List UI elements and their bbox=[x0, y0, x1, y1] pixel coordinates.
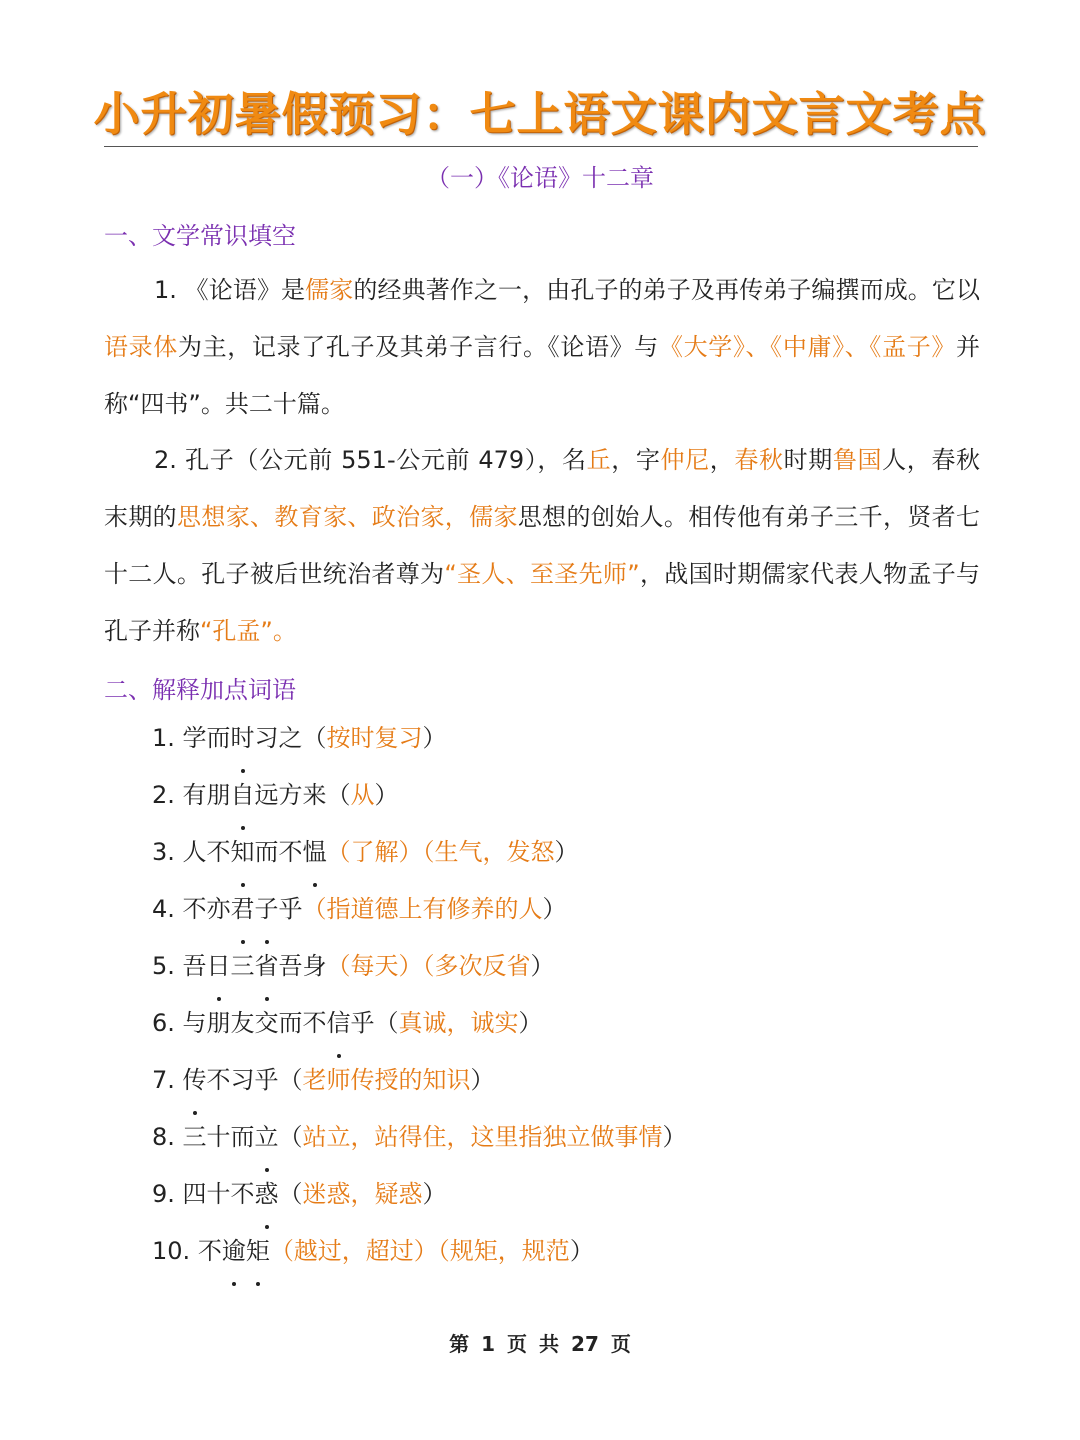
dotted-char: 愠 bbox=[303, 824, 327, 881]
paragraph-1: 1. 《论语》是儒家的经典著作之一，由孔子的弟子及再传弟子编撰而成。它以语录体为主，记录了孔子及其弟子言行。《论语》与《大学》、《中庸》、《孟子》并称“四书”。共二十篇。 bbox=[104, 276, 981, 418]
answer-text: 春秋 bbox=[734, 446, 784, 474]
section-heading-literature: 一、文学常识填空 bbox=[104, 222, 296, 250]
answer-text: （了解）（生气，发怒 bbox=[326, 838, 555, 866]
section-heading-vocabulary: 二、解释加点词语 bbox=[104, 676, 296, 704]
answer-text: 老师传授的知识 bbox=[302, 1066, 471, 1094]
answer-text: 思想家、教育家、政治家，儒家 bbox=[177, 503, 518, 531]
answer-text: （指道德上有修养的人 bbox=[302, 895, 543, 923]
list-item: 2. 有朋自远方来（从） bbox=[152, 767, 972, 824]
list-item: 10. 不逾矩（越过，超过）（规矩，规范） bbox=[152, 1223, 972, 1280]
answer-text: 迷惑，疑惑 bbox=[302, 1180, 423, 1208]
page-title: 小升初暑假预习：七上语文课内文言文考点 bbox=[93, 87, 987, 141]
list-item: 6. 与朋友交而不信乎（真诚，诚实） bbox=[152, 995, 972, 1052]
answer-text: （每天）（多次反省 bbox=[326, 952, 531, 980]
paragraph-2: 2. 孔子（公元前 551-公元前 479），名丘，字仲尼，春秋时期鲁国人，春秋末期的思想家、教育家、政治家，儒家思想的创始人。相传他有弟子三千，贤者七十二人。孔子被后世统治者尊为“圣人、至圣先师”，战国时期儒家代表人物孟子与孔子并称“孔孟”。 bbox=[104, 446, 981, 645]
answer-text: （越过，超过）（规矩，规范 bbox=[269, 1237, 570, 1265]
answer-text: “孔孟”。 bbox=[200, 617, 297, 645]
answer-text: 仲尼 bbox=[660, 446, 710, 474]
dotted-char: 自 bbox=[231, 767, 255, 824]
dotted-char: 日 bbox=[207, 938, 231, 995]
dotted-char: 逾 bbox=[222, 1223, 246, 1280]
dotted-char: 君 bbox=[231, 881, 255, 938]
answer-text: 真诚，诚实 bbox=[398, 1009, 519, 1037]
answer-text: 《大学》、《中庸》、《孟子》 bbox=[658, 333, 957, 361]
page-footer: 第 1 页 共 27 页 bbox=[449, 1332, 631, 1356]
answer-text: 儒家 bbox=[305, 276, 354, 304]
title-divider bbox=[104, 146, 978, 147]
answer-text: 丘 bbox=[586, 446, 612, 474]
answer-text: 站立，站得住，这里指独立做事情 bbox=[302, 1123, 663, 1151]
answer-text: 鲁国 bbox=[832, 446, 883, 474]
vocabulary-list bbox=[152, 710, 972, 1280]
chapter-subtitle: （一）《论语》十二章 bbox=[426, 164, 654, 192]
current-page: 1 bbox=[481, 1332, 496, 1356]
answer-text: 从 bbox=[350, 781, 375, 809]
list-item: 1. 学而时习之（按时复习） bbox=[152, 710, 972, 767]
answer-text: “圣人、至圣先师” bbox=[444, 560, 640, 588]
list-item: 5. 吾日三省吾身（每天）（多次反省） bbox=[152, 938, 972, 995]
dotted-char: 立 bbox=[255, 1109, 279, 1166]
dotted-char: 时 bbox=[231, 710, 255, 767]
total-pages: 27 bbox=[571, 1332, 599, 1356]
list-item: 8. 三十而立（站立，站得住，这里指独立做事情） bbox=[152, 1109, 972, 1166]
dotted-char: 矩 bbox=[246, 1223, 270, 1280]
answer-text: 按时复习 bbox=[326, 724, 423, 752]
dotted-char: 信 bbox=[327, 995, 351, 1052]
dotted-char: 子 bbox=[255, 881, 279, 938]
list-item: 9. 四十不惑（迷惑，疑惑） bbox=[152, 1166, 972, 1223]
list-item: 3. 人不知而不愠（了解）（生气，发怒） bbox=[152, 824, 972, 881]
answer-text: 语录体 bbox=[104, 333, 178, 361]
dotted-char: 惑 bbox=[255, 1166, 279, 1223]
list-item: 7. 传不习乎（老师传授的知识） bbox=[152, 1052, 972, 1109]
dotted-char: 知 bbox=[231, 824, 255, 881]
dotted-char: 省 bbox=[255, 938, 279, 995]
list-item: 4. 不亦君子乎（指道德上有修养的人） bbox=[152, 881, 972, 938]
dotted-char: 传 bbox=[183, 1052, 207, 1109]
